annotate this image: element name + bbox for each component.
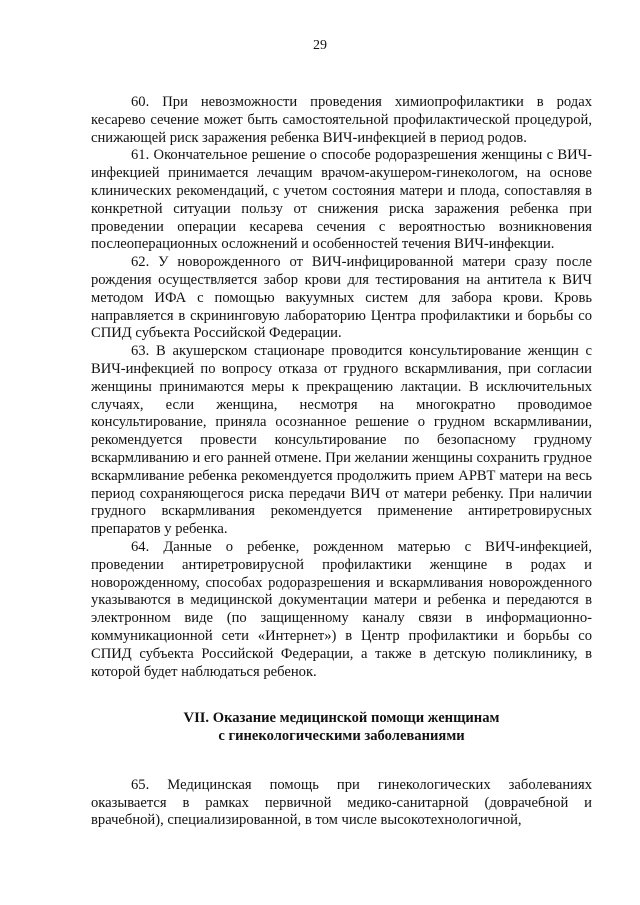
paragraph-63: 63. В акушерском стационаре проводится консультирование женщин с ВИЧ-инфекцией по вопросу отказа от грудного вскармливания, при согласии женщины принимаются меры к прекращению лактации. В исключительных случаях, если женщина, несмотря на многократно проводимое консультирование, приняла осознанное решение о грудном вскармливании, рекомендуется провести консультирование по безопасному грудному вскармливанию и его ранней отмене. При желании женщины сохранить грудное вскармливание ребенка рекомендуется продолжить прием АРВТ матери на весь период сохраняющегося риска передачи ВИЧ от матери ребенку. При наличии грудного вскармливания рекомендуется применение антиретровирусных препаратов у ребенка.	[91, 343, 592, 538]
paragraph-62: 62. У новорожденного от ВИЧ-инфицированной матери сразу после рождения осуществляется забор крови для тестирования на антитела к ВИЧ методом ИФА с помощью вакуумных систем для забора крови. Кровь направляется в скрининговую лабораторию Центра профилактики и борьбы со СПИД субъекта Российской Федерации.	[91, 254, 592, 342]
section-heading-line-1: VII. Оказание медицинской помощи женщинам	[183, 710, 500, 727]
section-heading	[91, 710, 592, 746]
document-body	[91, 94, 592, 830]
paragraph-64: 64. Данные о ребенке, рожденном матерью с ВИЧ-инфекцией, проведении антиретровирусной профилактики женщине в родах и новорожденному, способах родоразрешения и вскармливания новорожденного указываются в медицинской документации матери и ребенка и передаются в электронном виде (по защищенному каналу связи в информационно-коммуникационной сети «Интернет») в Центр профилактики и борьбы со СПИД субъекта Российской Федерации, а также в детскую поликлинику, в которой будет наблюдаться ребенок.	[91, 538, 592, 680]
paragraph-65: 65. Медицинская помощь при гинекологических заболеваниях оказывается в рамках первичной медико-санитарной (доврачебной и врачебной), специализированной, в том числе высокотехнологичной,	[91, 776, 592, 829]
section-heading-line-2: с гинекологическими заболеваниями	[218, 728, 465, 745]
page-number: 29	[313, 38, 327, 53]
paragraph-60: 60. При невозможности проведения химиопрофилактики в родах кесарево сечение может быть самостоятельной профилактической процедурой, снижающей риск заражения ребенка ВИЧ-инфекцией в период родов.	[91, 94, 592, 146]
paragraph-61: 61. Окончательное решение о способе родоразрешения женщины с ВИЧ-инфекцией принимается лечащим врачом-акушером-гинекологом, на основе клинических рекомендаций, с учетом состояния матери и плода, сопоставляя в конкретной ситуации пользу от снижения риска заражения ребенка при проведении операции кесарева сечения с вероятностью возникновения послеоперационных осложнений и особенностей течения ВИЧ-инфекции.	[91, 147, 592, 253]
